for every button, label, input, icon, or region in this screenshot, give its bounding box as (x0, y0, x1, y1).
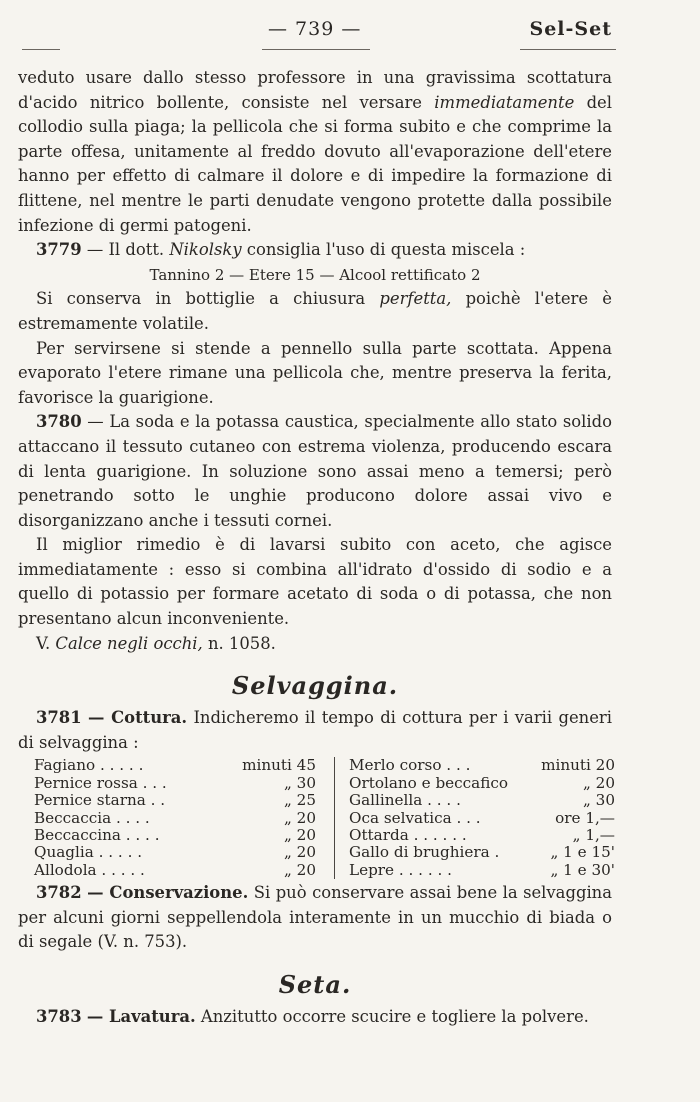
entry-3780: 3780 — La soda e la potassa caustica, specialmente allo stato solido attaccano il tessuto cutaneo con estrema violenza, producendo escara di lenta guarigione. In soluzione sono assai meno a temersi; però penetrando sotto le unghie producono dolore assai vivo e disorganizzano anche i tessuti cornei. (18, 412, 612, 530)
entry-label: — Cottura. (87, 708, 188, 728)
entry-3782: 3782 — Conservazione. Si può conservare assai bene la selvaggina per alcuni giorni seppellendola interamente in un mucchio di biada o di segale (V. n. 753). (18, 883, 613, 952)
header-rule (520, 49, 616, 50)
header-rule (22, 49, 60, 50)
body-text (18, 66, 615, 1030)
paragraph: Il miglior rimedio è di lavarsi subito con aceto, che agisce immediatamente : esso si combina all'idrato d'ossido di sodio e a quello di potassio per formare acetato di soda o di potassa, che non presentano alcun inconveniente. (18, 535, 612, 629)
page-header (0, 18, 700, 48)
entry-label: — Lavatura. (86, 1007, 196, 1027)
entry-number: 3782 (36, 883, 82, 903)
table-row: Pernice starna . . „ 25 (34, 791, 316, 810)
entry-number: 3779 (36, 240, 82, 260)
table-row: Gallo di brughiera . „ 1 e 15' (349, 843, 615, 862)
table-column-left (18, 757, 324, 879)
paragraph: veduto usare dallo stesso professore in una gravissima scottatura d'acido nitrico bollente, consiste nel versare immediatamente del collodio sulla piaga; la pellicola che si forma subito e che comprime la parte offesa, unitamente al freddo dovuto all'evaporazione dell'etere hanno per effetto di calmare il dolore e di impedire la formazione di flittene, nel mentre le parti denudate vengono protette dalla possibile infezione di germi patogeni. (18, 68, 612, 235)
author-name: Nikolsky (169, 240, 242, 260)
table-row: Lepre . . . . . . „ 1 e 30' (349, 860, 615, 879)
table-row: Fagiano . . . . . minuti 45 (34, 756, 316, 775)
section-title-seta: Seta. (278, 970, 352, 1000)
table-row: Ortolano e beccafico „ 20 (349, 773, 615, 792)
entry-number: 3780 (36, 412, 82, 432)
page-number: — 739 — (268, 18, 362, 40)
entry-3783: 3783 — Lavatura. Anzitutto occorre scucire e togliere la polvere. (36, 1007, 589, 1027)
running-head: Sel-Set (529, 18, 612, 40)
entry-3779: 3779 — Il dott. Nikolsky consiglia l'uso di questa miscela : (36, 240, 526, 260)
table-row: Quaglia . . . . . „ 20 (34, 843, 316, 862)
entry-3781: 3781 — Cottura. Indicheremo il tempo di cottura per i varii generi di selvaggina : (18, 708, 612, 752)
cooking-time-table (18, 756, 615, 879)
header-rule (262, 49, 370, 50)
table-row: Gallinella . . . . „ 30 (349, 791, 615, 810)
table-row: Allodola . . . . . „ 20 (34, 860, 316, 879)
entry-label: — Conservazione. (87, 883, 249, 903)
table-row: Oca selvatica . . . ore 1,— (349, 808, 615, 827)
section-title-selvaggina: Selvaggina. (231, 671, 399, 701)
formula: Tannino 2 — Etere 15 — Alcool rettificato 2 (149, 265, 481, 284)
table-column-right (334, 757, 619, 879)
cross-reference: V. Calce negli occhi, n. 1058. (36, 633, 276, 653)
entry-number: 3781 (36, 708, 82, 728)
table-row: Beccaccia . . . . „ 20 (34, 808, 316, 827)
paragraph: Si conserva in bottiglie a chiusura perfetta, poichè l'etere è estremamente volatile. (18, 289, 612, 333)
table-row: Pernice rossa . . . „ 30 (34, 773, 316, 792)
table-row: Merlo corso . . . minuti 20 (349, 756, 615, 775)
table-row: Beccaccina . . . . „ 20 (34, 826, 316, 845)
entry-number: 3783 (36, 1007, 82, 1027)
table-row: Ottarda . . . . . . „ 1,— (349, 826, 615, 845)
paragraph: Per servirsene si stende a pennello sulla parte scottata. Appena evaporato l'etere rimane una pellicola che, mentre preserva la ferita, favorisce la guarigione. (18, 338, 612, 407)
